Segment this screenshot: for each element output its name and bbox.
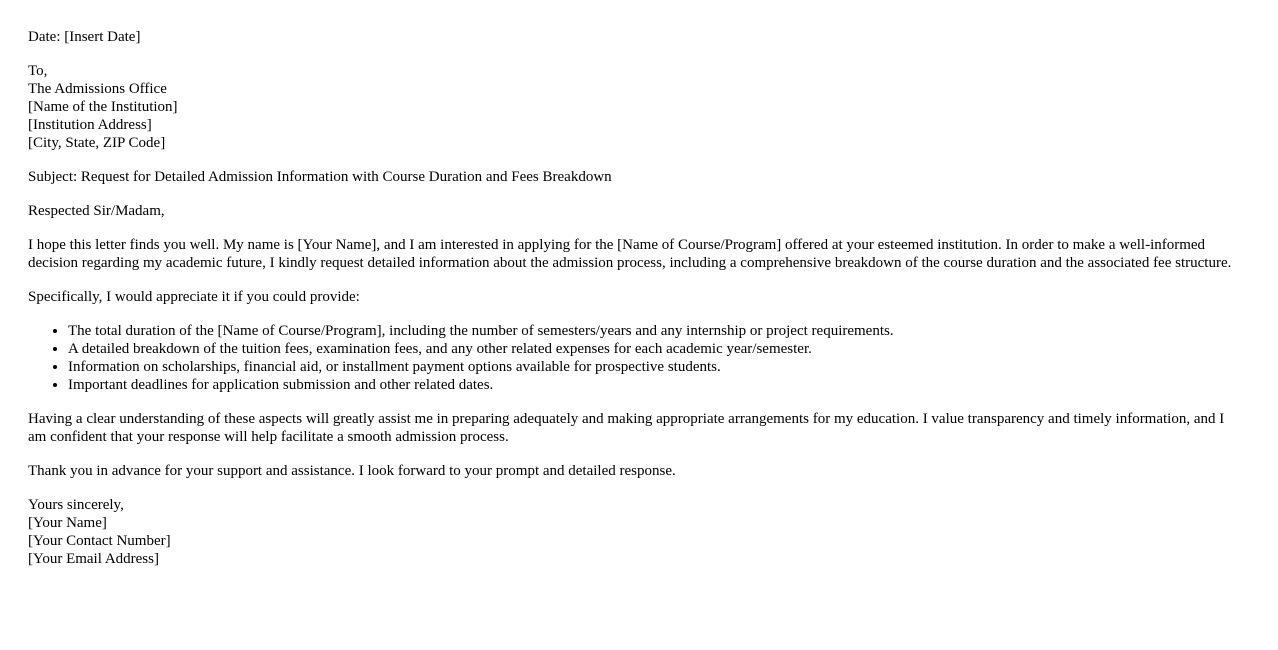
understanding-paragraph: Having a clear understanding of these aspects will greatly assist me in preparing adequately and making appropriate arrangements for my education. I value transparency and timely information, and I am confident that your response will help facilitate a smooth admission process.	[28, 411, 1225, 445]
sender-email: [Your Email Address]	[28, 551, 159, 567]
salutation: Respected Sir/Madam,	[28, 203, 165, 219]
recipient-to: To,	[28, 63, 48, 79]
sender-contact: [Your Contact Number]	[28, 533, 171, 549]
date-line: Date: [Insert Date]	[28, 29, 141, 45]
valediction: Yours sincerely,	[28, 497, 124, 513]
recipient-office: The Admissions Office	[28, 81, 167, 97]
sender-name: [Your Name]	[28, 515, 107, 531]
list-item: • The total duration of the [Name of Course/Program], including the number of semesters/years and any internship or project requirements.	[68, 322, 1233, 340]
thanks-paragraph: Thank you in advance for your support and assistance. I look forward to your prompt and detailed response.	[28, 463, 676, 479]
list-item: • A detailed breakdown of the tuition fees, examination fees, and any other related expenses for each academic year/semester.	[68, 340, 1233, 358]
recipient-address-line: [Institution Address]	[28, 117, 152, 133]
recipient-city: [City, State, ZIP Code]	[28, 135, 166, 151]
request-paragraph: Specifically, I would appreciate it if you could provide:	[28, 289, 360, 305]
signature-block	[28, 496, 1233, 568]
recipient-address	[28, 62, 1233, 152]
request-list	[28, 322, 1233, 394]
subject-line: Subject: Request for Detailed Admission Information with Course Duration and Fees Breakdown	[28, 169, 612, 185]
recipient-institution: [Name of the Institution]	[28, 99, 178, 115]
list-item: • Important deadlines for application submission and other related dates.	[68, 376, 1233, 394]
list-item: • Information on scholarships, financial aid, or installment payment options available for prospective students.	[68, 358, 1233, 376]
letter-document	[28, 28, 1233, 584]
intro-paragraph: I hope this letter finds you well. My name is [Your Name], and I am interested in applying for the [Name of Course/Program] offered at your esteemed institution. In order to make a well-informed decision regarding my academic future, I kindly request detailed information about the admission process, including a comprehensive breakdown of the course duration and the associated fee structure.	[28, 237, 1232, 271]
